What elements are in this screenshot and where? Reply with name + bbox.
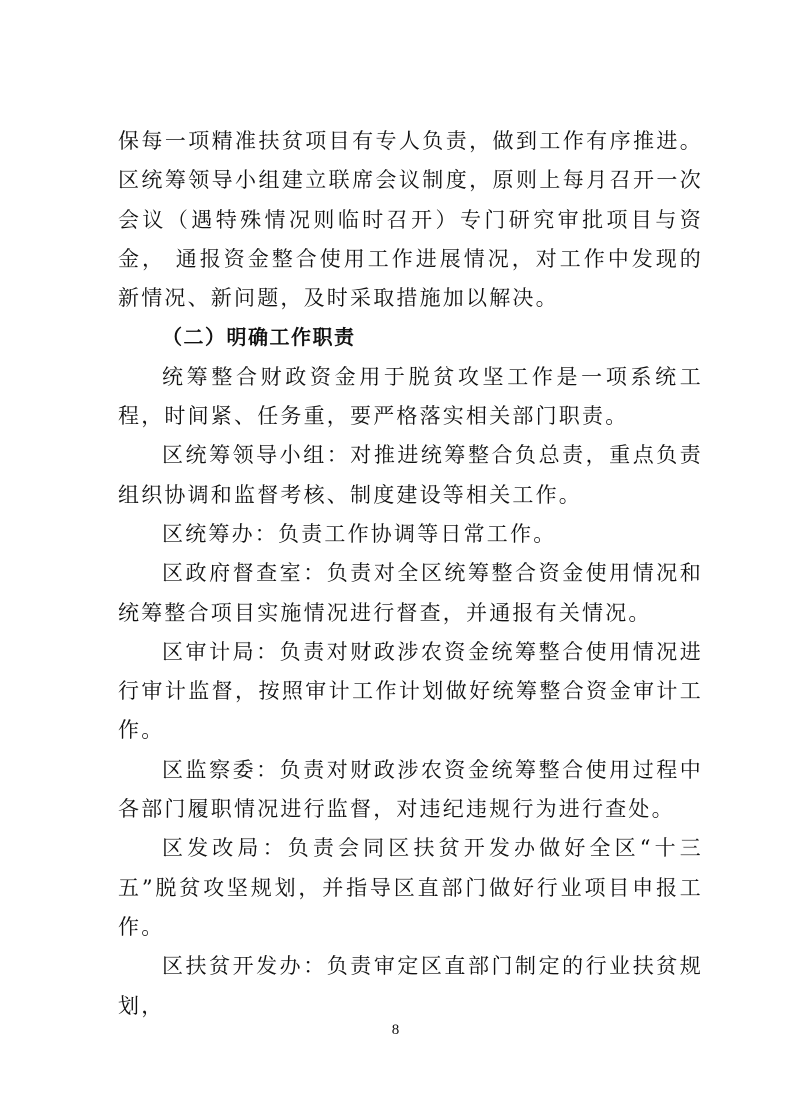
section-heading: （二）明确工作职责 [162, 325, 356, 350]
paragraph-inspection-office: 区政府督查室：负责对全区统筹整合资金使用情况和统筹整合项目实施情况进行督查，并通报有关情况。 [118, 561, 703, 625]
document-body [118, 122, 703, 1026]
paragraph-overview: 统筹整合财政资金用于脱贫攻坚工作是一项系统工程，时间紧、任务重，要严格落实相关部门职责。 [118, 364, 703, 429]
paragraph-audit-bureau: 区审计局：负责对财政涉农资金统筹整合使用情况进行审计监督，按照审计工作计划做好统筹整合资金审计工作。 [118, 639, 703, 743]
paragraph-poverty-alleviation-office: 区扶贫开发办：负责审定区直部门制定的行业扶贫规划， [118, 954, 703, 1018]
paragraph-coordination-office: 区统筹办：负责工作协调等日常工作。 [162, 521, 557, 546]
paragraph-development-reform-bureau: 区发改局：负责会同区扶贫开发办做好全区“十三五”脱贫攻坚规划，并指导区直部门做好行业项目申报工作。 [118, 836, 703, 939]
page-number: 8 [391, 1022, 400, 1038]
paragraph-leading-group: 区统筹领导小组：对推进统筹整合负总责，重点负责组织协调和监督考核、制度建设等相关工作。 [118, 443, 703, 507]
paragraph-supervision-commission: 区监察委：负责对财政涉农资金统筹整合使用过程中各部门履职情况进行监督，对违纪违规行为进行查处。 [118, 757, 703, 822]
paragraph-continuation: 保每一项精准扶贫项目有专人负责，做到工作有序推进。区统筹领导小组建立联席会议制度，原则上每月召开一次会议（遇特殊情况则临时召开）专门研究审批项目与资金， 通报资金整合使用工作进展情况，对工作中发现的新情况、新问题，及时采取措施加以解决。 [118, 129, 703, 311]
